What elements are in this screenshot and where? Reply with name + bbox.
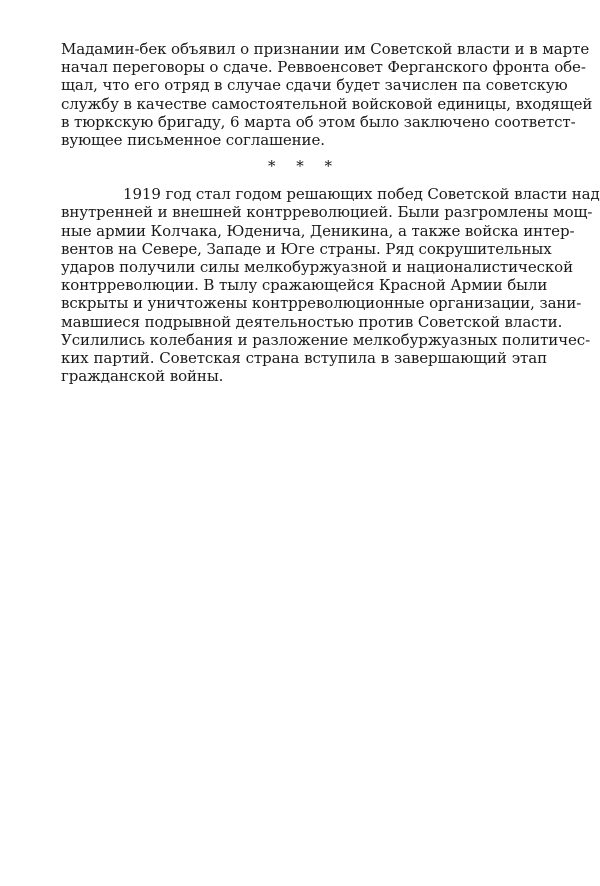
text-line: Усилились колебания и разложение мелкобуржуазных политичес- [61,330,591,349]
paragraph-1919-summary [61,185,600,386]
text-line: ударов получили силы мелкобуржуазной и националистической [61,258,573,277]
text-line: гражданской войны. [61,367,224,386]
document-page [61,40,600,386]
text-line: ные армии Колчака, Юденича, Деникина, а также войска интер- [61,221,575,240]
text-line: мавшиеся подрывной деятельностью против Советской власти. [61,312,563,331]
text-line: начал переговоры о сдаче. Реввоенсовет Ферганского фронта обе- [61,58,586,77]
section-separator: * * * [267,157,341,176]
text-line: контрреволюции. В тылу сражающейся Красной Армии были [61,276,548,295]
text-line: службу в качестве самостоятельной войсковой единицы, входящей [61,94,593,113]
text-line: вующее письменное соглашение. [61,131,325,150]
text-line: 1919 год стал годом решающих побед Советской власти над [123,185,600,204]
text-line: щал, что его отряд в случае сдачи будет зачислен па советскую [61,76,568,95]
text-line: Мадамин-бек объявил о признании им Советской власти и в марте [61,40,590,58]
text-line: вскрыты и уничтожены контрреволюционные организации, зани- [61,294,582,313]
text-line: внутренней и внешней контрреволюцией. Были разгромлены мощ- [61,203,593,222]
text-line: в тюркскую бригаду, 6 марта об этом было заключено соответст- [61,112,576,131]
text-line: ких партий. Советская страна вступила в завершающий этап [61,349,547,368]
text-line: вентов на Севере, Западе и Юге страны. Ряд сокрушительных [61,239,552,258]
paragraph-madamin-bek [61,40,593,150]
